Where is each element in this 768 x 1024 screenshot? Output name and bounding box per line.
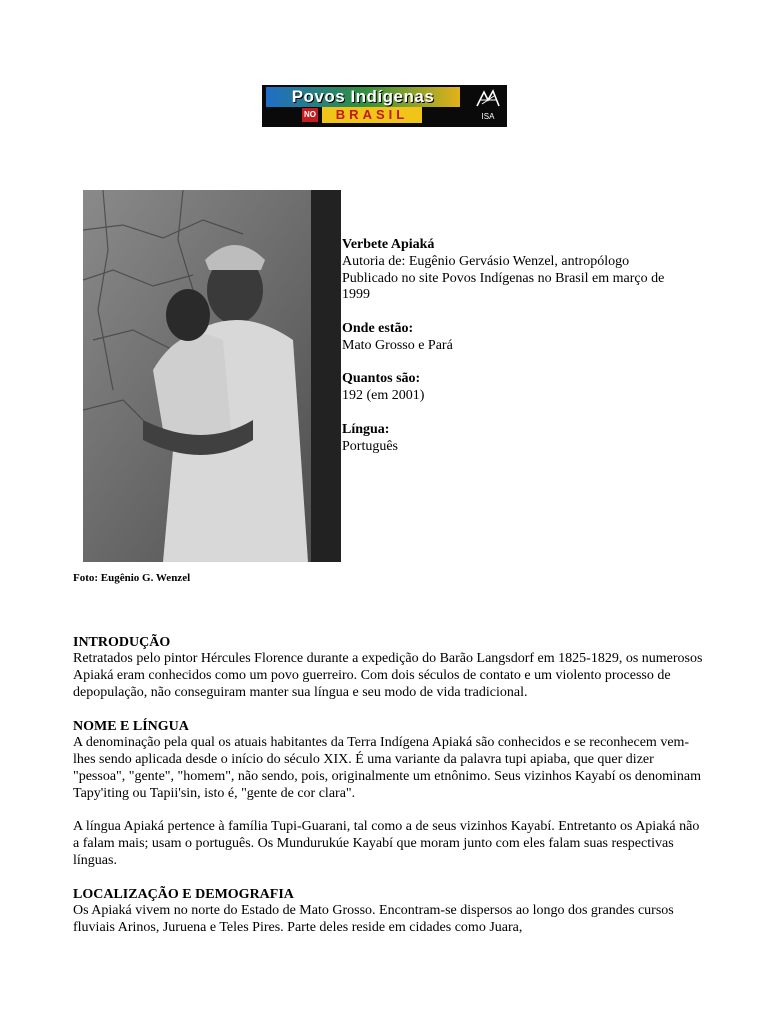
where-label: Onde estão: bbox=[342, 320, 414, 336]
language-value: Português bbox=[342, 438, 398, 454]
entry-info bbox=[342, 237, 692, 472]
photo-caption: Foto: Eugênio G. Wenzel bbox=[73, 572, 191, 584]
location-text: Os Apiaká vivem no norte do Estado de Mato Grosso. Encontram-se dispersos ao longo dos grandes cursos fluviais Arinos, Juruena e Teles Pires. Parte deles reside em cidades como Juara, bbox=[73, 903, 674, 936]
site-banner-logo[interactable] bbox=[262, 85, 507, 127]
location-heading: LOCALIZAÇÃO E DEMOGRAFIA bbox=[73, 887, 294, 903]
language-label: Língua: bbox=[342, 421, 390, 437]
portrait-photo bbox=[83, 190, 341, 562]
banner-title-line1: Povos Indígenas bbox=[266, 87, 460, 107]
name-text-1: A denominação pela qual os atuais habitantes da Terra Indígena Apiaká são conhecidos e se reconhecem vem-lhes sendo aplicada desde o início do século XIX. É uma variante da palavra tupi apiaba, que quer dizer "pessoa", "gente", "homem", não sendo, pois, originalmente um etnônimo. Seus vizinhos Kayabí os denominam Tapy'iting ou Tapii'sin, isto é, "gente de cor clara". bbox=[73, 735, 702, 801]
name-heading: NOME E LÍNGUA bbox=[73, 719, 189, 735]
photo-image-icon bbox=[83, 190, 341, 562]
how-many-label: Quantos são: bbox=[342, 371, 421, 387]
banner-org: ISA bbox=[481, 112, 495, 121]
entry-title: Verbete Apiaká bbox=[342, 237, 435, 252]
intro-text: Retratados pelo pintor Hércules Florence durante a expedição do Barão Langsdorf em 1825-1829, os numerosos Apiaká eram conhecidos como um povo guerreiro. Com dois séculos de contato e um violento processo de depopulação, não conseguiram manter sua língua e seu modo de vida tradicional. bbox=[73, 651, 703, 700]
banner-title-line2: BRASIL bbox=[322, 107, 422, 123]
how-many-value: 192 (em 2001) bbox=[342, 388, 425, 404]
article-body bbox=[73, 634, 703, 954]
isa-logo-icon bbox=[474, 88, 502, 112]
entry-author: Autoria de: Eugênio Gervásio Wenzel, antropólogo bbox=[342, 253, 630, 269]
name-text-2: A língua Apiaká pertence à família Tupi-Guarani, tal como a de seus vizinhos Kayabí. Entretanto os Apiaká não a falam mais; usam o português. Os Mundurukúe Kayabí que moram junto com eles falam suas respectivas línguas. bbox=[73, 819, 700, 868]
entry-published: Publicado no site Povos Indígenas no Brasil em março de 1999 bbox=[342, 270, 665, 303]
banner-title-no: NO bbox=[302, 108, 318, 122]
where-value: Mato Grosso e Pará bbox=[342, 337, 453, 353]
intro-heading: INTRODUÇÃO bbox=[73, 635, 171, 650]
